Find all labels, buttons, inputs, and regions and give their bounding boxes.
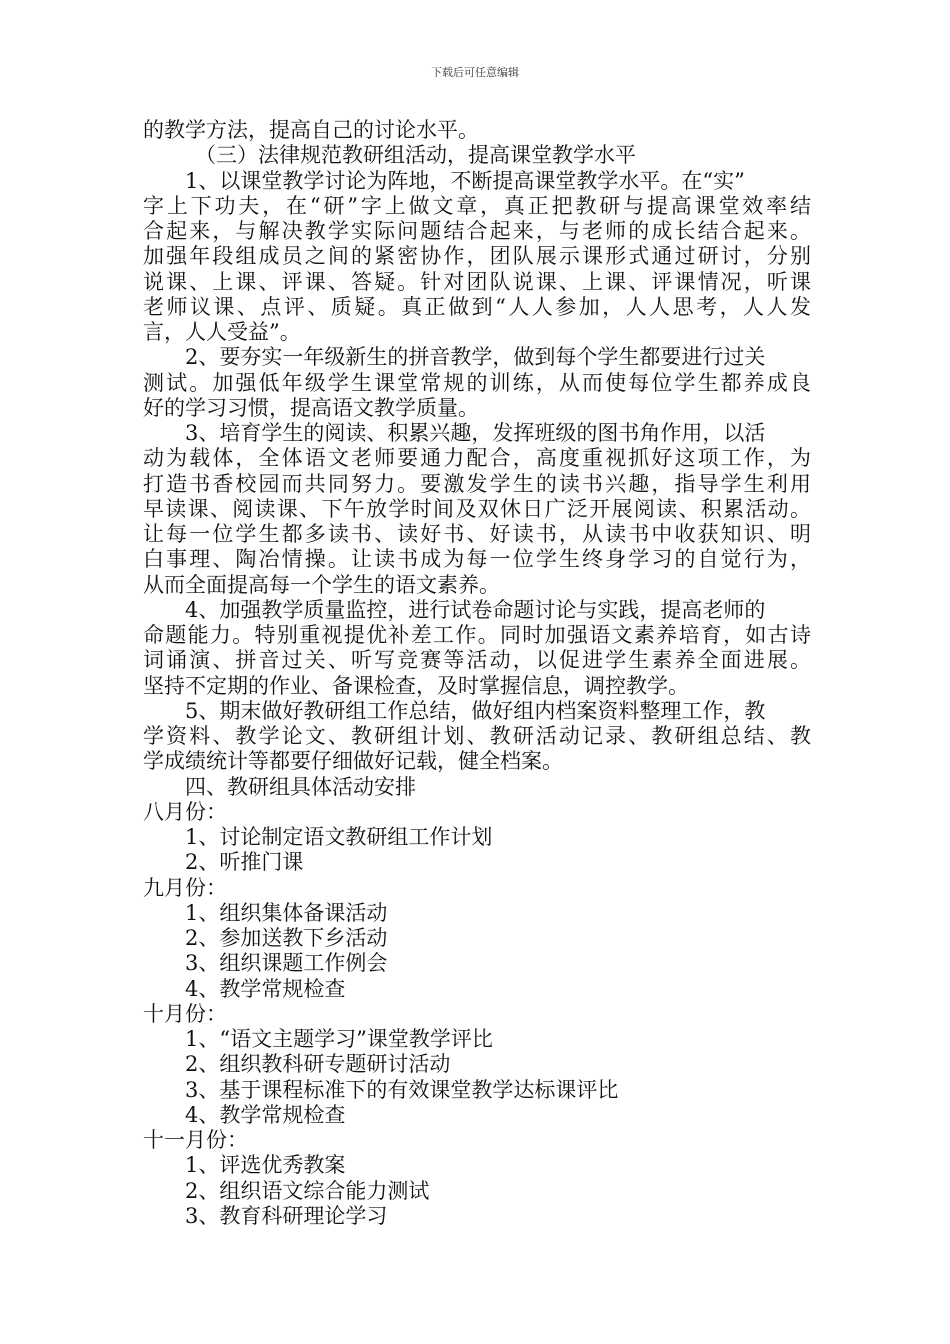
paragraph-line: 说课、上课、评课、答疑。针对团队说课、上课、评课情况，听课 (143, 269, 811, 294)
paragraph-line: 早读课、阅读课、下午放学时间及双休日广泛开展阅读、积累活动。 (143, 496, 811, 521)
month-heading: 十月份： (143, 1001, 227, 1026)
paragraph-line: 测试。加强低年级学生课堂常规的训练，从而使每位学生都养成良 (143, 370, 811, 395)
paragraph-line: 3、培育学生的阅读、积累兴趣，发挥班级的图书角作用，以活 (185, 421, 766, 445)
list-item: 1、评选优秀教案 (185, 1153, 346, 1178)
paragraph-line: 好的学习习惯，提高语文教学质量。 (143, 395, 479, 420)
paragraph-line: 打造书香校园而共同努力。要激发学生的读书兴趣，指导学生利用 (143, 471, 811, 496)
paragraph-line: 5、期末做好教研组工作总结，做好组内档案资料整理工作，教 (185, 698, 766, 723)
list-item: 1、“语文主题学习”课堂教学评比 (185, 1027, 493, 1051)
month-heading: 九月份： (143, 875, 227, 900)
paragraph-line: 1、以课堂教学讨论为阵地，不断提高课堂教学水平。在“实” (185, 168, 745, 193)
list-item: 3、教育科研理论学习 (185, 1203, 388, 1228)
list-item: 2、组织语文综合能力测试 (185, 1178, 430, 1203)
paragraph-line: 言，人人受益”。 (143, 320, 301, 344)
list-item: 2、组织教科研专题研讨活动 (185, 1052, 451, 1077)
paragraph-line: 字上下功夫，在“研”字上做文章，真正把教研与提高课堂效率结 (143, 193, 811, 218)
list-item: 4、教学常规检查 (185, 976, 346, 1001)
month-heading: 八月份： (143, 799, 227, 824)
month-heading: 十一月份： (143, 1128, 248, 1152)
document-body (143, 118, 811, 1229)
paragraph-line: 合起来，与解决教学实际问题结合起来，与老师的成长结合起来。 (143, 219, 811, 243)
page-header: 下载后可任意编辑 (431, 66, 519, 79)
paragraph-line: 动为载体，全体语文老师要通力配合，高度重视抓好这项工作，为 (143, 446, 811, 471)
list-item: 3、基于课程标准下的有效课堂教学达标课评比 (185, 1077, 619, 1102)
paragraph-line: 坚持不定期的作业、备课检查，及时掌握信息，调控教学。 (143, 673, 689, 698)
paragraph-line: 学资料、教学论文、教研组计划、教研活动记录、教研组总结、教 (143, 724, 811, 748)
paragraph-line: 词诵演、拼音过关、听写竞赛等活动，以促进学生素养全面进展。 (143, 648, 811, 673)
paragraph-line: 白事理、陶冶情操。让读书成为每一位学生终身学习的自觉行为， (143, 547, 811, 572)
paragraph-line: 让每一位学生都多读书、读好书、好读书，从读书中收获知识、明 (143, 522, 811, 546)
paragraph-line: 命题能力。特别重视提优补差工作。同时加强语文素养培育，如古诗 (143, 623, 811, 647)
list-item: 1、组织集体备课活动 (185, 900, 388, 925)
list-item: 4、教学常规检查 (185, 1102, 346, 1127)
section-heading: 四、教研组具体活动安排 (185, 774, 416, 799)
paragraph-line: 的教学方法，提高自己的讨论水平。 (143, 118, 479, 142)
paragraph-line: 老师议课、点评、质疑。真正做到“人人参加，人人思考，人人发 (143, 294, 811, 319)
list-item: 2、参加送教下乡活动 (185, 926, 388, 950)
paragraph-line: 加强年段组成员之间的紧密协作，团队展示课形式通过研讨，分别 (143, 244, 811, 269)
section-heading: （三）法律规范教研组活动，提高课堂教学水平 (195, 143, 636, 168)
paragraph-line: 学成绩统计等都要仔细做好记载，健全档案。 (143, 749, 563, 774)
list-item: 3、组织课题工作例会 (185, 951, 388, 976)
paragraph-line: 2、要夯实一年级新生的拼音教学，做到每个学生都要进行过关 (185, 345, 766, 370)
paragraph-line: 从而全面提高每一个学生的语文素养。 (143, 572, 500, 597)
paragraph-line: 4、加强教学质量监控，进行试卷命题讨论与实践，提高老师的 (185, 597, 766, 622)
list-item: 2、听推门课 (185, 850, 304, 875)
list-item: 1、讨论制定语文教研组工作计划 (185, 825, 493, 849)
